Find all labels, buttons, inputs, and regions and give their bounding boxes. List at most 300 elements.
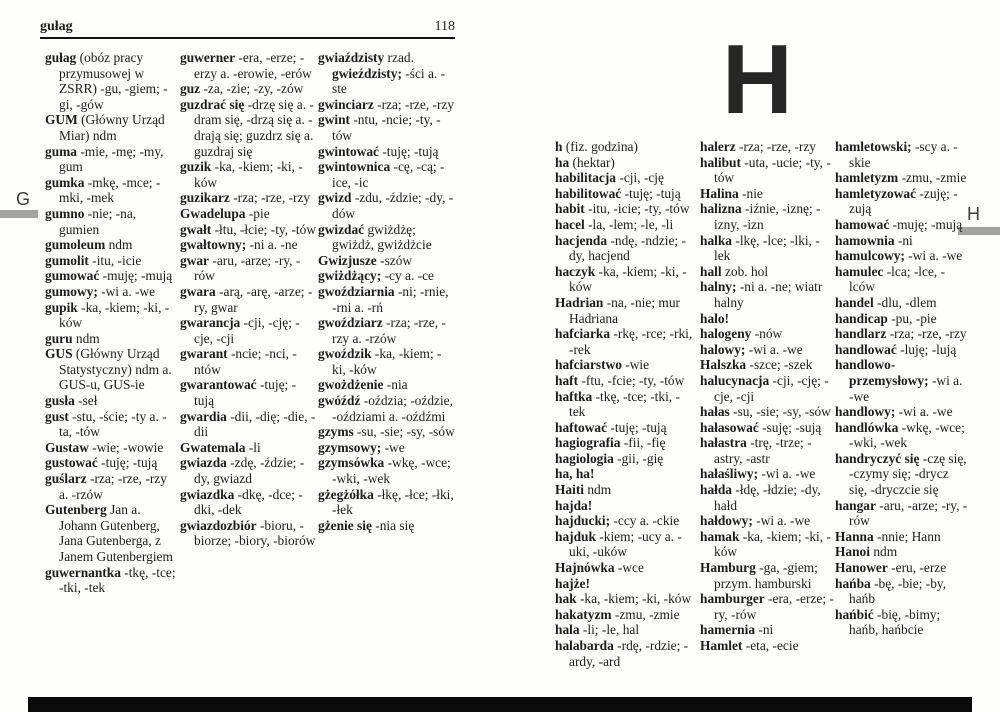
dictionary-entry bbox=[555, 420, 694, 436]
headword: hamulcowy; bbox=[835, 248, 905, 264]
inflection-text: -gii, -gię bbox=[613, 450, 664, 466]
headword: hałdowy; bbox=[700, 513, 753, 529]
headword: guwernantka bbox=[45, 564, 121, 580]
headword: hagiografia bbox=[555, 435, 621, 451]
inflection-text: -zdę, -ździe; -dy, gwiazd bbox=[194, 455, 305, 487]
headword: haftować bbox=[555, 419, 608, 435]
headword: gwoździk bbox=[318, 346, 372, 362]
dictionary-entry bbox=[835, 186, 970, 217]
headword: hangar bbox=[835, 497, 876, 513]
inflection-text: -rdę, -rdzie; -ardy, -ard bbox=[569, 638, 689, 669]
headword: handlować bbox=[835, 341, 897, 357]
inflection-text: ndm bbox=[584, 482, 612, 498]
headword: gumowy; bbox=[45, 283, 98, 299]
inflection-text: -era, -erze; -ry, -rów bbox=[714, 591, 834, 622]
right-page-column-1 bbox=[555, 139, 694, 674]
dictionary-entry bbox=[555, 139, 694, 155]
headword: hajda! bbox=[555, 497, 593, 513]
headword: hamletyzm bbox=[835, 170, 899, 186]
inflection-text: -fii, -fię bbox=[620, 435, 666, 451]
inflection-text: -zmu, -zmie bbox=[898, 170, 967, 186]
dictionary-entry bbox=[180, 315, 316, 346]
headword: gumoleum bbox=[45, 237, 106, 253]
inflection-text: -ndę, -ndzie; -dy, hacjend bbox=[569, 232, 686, 264]
dictionary-entry bbox=[555, 295, 694, 326]
dictionary-entry bbox=[835, 560, 970, 576]
headword: handicap bbox=[835, 310, 888, 326]
dictionary-entry bbox=[45, 253, 177, 269]
dictionary-entry bbox=[835, 264, 970, 295]
dictionary-entry bbox=[555, 389, 694, 420]
headword: haczyk bbox=[555, 263, 596, 279]
headword: hańbić bbox=[835, 606, 874, 622]
inflection-text: -dii, -dię; -die, -dii bbox=[194, 408, 316, 440]
inflection-text: -itu, -icie; -ty, -tów bbox=[584, 201, 690, 217]
dictionary-entry bbox=[700, 591, 834, 622]
headword: guru bbox=[45, 330, 73, 346]
headword: gwiazdozbiór bbox=[180, 517, 257, 533]
inflection-text: -tuję; -tują bbox=[379, 143, 439, 159]
inflection-text: -ści a. -ste bbox=[332, 65, 446, 97]
headword: gwintownica bbox=[318, 159, 391, 175]
headword: Hajnówka bbox=[555, 560, 615, 576]
dictionary-entry bbox=[700, 435, 834, 466]
headword: gumować bbox=[45, 268, 100, 284]
inflection-text: -wi a. -we bbox=[97, 283, 156, 299]
inflection-text: -cji, -cję; -cje, -cji bbox=[194, 315, 300, 346]
inflection-text: -tuję; -tują bbox=[607, 419, 667, 435]
inflection-text: -nów bbox=[751, 326, 783, 342]
dictionary-entry bbox=[180, 97, 316, 159]
dictionary-entry bbox=[555, 435, 694, 451]
inflection-text: -pu, -pie bbox=[887, 310, 937, 326]
headword: Haiti bbox=[555, 482, 585, 498]
dictionary-entry bbox=[835, 544, 970, 560]
headword: Hamburg bbox=[700, 560, 756, 576]
inflection-text: -ni; -rnie, -rni a. -rń bbox=[332, 283, 449, 315]
headword: Gwizjusze bbox=[318, 252, 377, 268]
inflection-text: -tkę, -tce; -tki, -tek bbox=[569, 388, 680, 420]
inflection-text: (hektar) bbox=[569, 154, 615, 170]
dictionary-entry bbox=[45, 206, 177, 237]
dictionary-entry bbox=[555, 513, 694, 529]
dictionary-entry bbox=[180, 159, 316, 190]
inflection-text: -ni a. -ne bbox=[246, 237, 298, 253]
inflection-text: -ni bbox=[894, 232, 913, 248]
inflection-text: -rza; -rze, -rzy bbox=[373, 96, 455, 112]
inflection-text: (Główny Urząd Statystyczny) ndm a. GUS-u, GUS-ie bbox=[59, 346, 172, 393]
dictionary-entry bbox=[180, 518, 316, 549]
headword: handlowy; bbox=[835, 404, 896, 420]
inflection-text: -su, -sie; -sy, -sów bbox=[353, 424, 455, 440]
dictionary-entry bbox=[318, 144, 455, 160]
inflection-text: -wie; -wowie bbox=[88, 439, 164, 455]
headword: hańba bbox=[835, 575, 871, 591]
headword: halny; bbox=[700, 279, 737, 295]
dictionary-entry bbox=[45, 455, 177, 471]
inflection-text: -suję; -sują bbox=[758, 419, 822, 435]
inflection-text: -trę, -trze; -astry, -astr bbox=[714, 435, 812, 466]
inflection-text: -pie bbox=[245, 205, 270, 221]
dictionary-entry bbox=[700, 139, 834, 155]
headword: Halina bbox=[700, 185, 739, 201]
inflection-text: -stu, -ście; -ty a. -ta, -tów bbox=[59, 408, 167, 440]
headword: gżenie się bbox=[318, 517, 372, 533]
headword: halizna bbox=[700, 201, 742, 217]
dictionary-entry bbox=[700, 404, 834, 420]
inflection-text: -wi a. -we bbox=[895, 404, 953, 420]
inflection-text: -aru, -arze; -ry, -rów bbox=[194, 252, 301, 284]
headword: gwizd bbox=[318, 190, 352, 206]
headword: gwałt bbox=[180, 221, 212, 237]
left-page-column-3 bbox=[318, 50, 455, 595]
inflection-text: -wi a. -we bbox=[745, 341, 803, 357]
inflection-text: ndm bbox=[72, 330, 100, 346]
dictionary-entry bbox=[45, 331, 177, 347]
headword: gwintować bbox=[318, 143, 379, 159]
right-page-column-2 bbox=[700, 139, 834, 674]
dictionary-entry bbox=[180, 81, 316, 97]
inflection-text: -szce; -szek bbox=[746, 357, 813, 373]
inflection-text: -rza; -rze, -rzy a. -rzów bbox=[59, 471, 167, 502]
headword: guz bbox=[180, 81, 201, 97]
inflection-text: -itu, -icie bbox=[88, 252, 142, 268]
inflection-text: -ga, -giem; przym. hamburski bbox=[714, 560, 818, 591]
dictionary-entry bbox=[555, 217, 694, 233]
headword: halka bbox=[700, 232, 733, 248]
headword: gwiżdżący; bbox=[318, 268, 382, 284]
dictionary-entry bbox=[835, 420, 970, 451]
headword: hafciarka bbox=[555, 326, 611, 342]
headword: hamburger bbox=[700, 591, 765, 607]
thumb-index-bar-g bbox=[0, 210, 38, 218]
headword: guślarz bbox=[45, 471, 87, 487]
dictionary-entry bbox=[555, 560, 694, 576]
headword: guzdrać się bbox=[180, 96, 245, 112]
inflection-text: -ftu, -fcie; -ty, -tów bbox=[578, 372, 685, 388]
inflection-text: -wi a. -we bbox=[758, 466, 816, 482]
dictionary-entry bbox=[555, 576, 694, 592]
inflection-text: -zuję; -zują bbox=[849, 185, 958, 217]
inflection-text: -ni bbox=[755, 622, 774, 638]
headword: gwiaździsty bbox=[318, 50, 385, 65]
dictionary-entry bbox=[180, 206, 316, 222]
dictionary-entry bbox=[700, 233, 834, 264]
headword: gwara bbox=[180, 283, 216, 299]
dictionary-entry bbox=[318, 50, 455, 97]
inflection-text: -su, -sie; -sy, -sów bbox=[729, 404, 831, 420]
header-rule bbox=[40, 37, 455, 39]
inflection-text: gwiżdżę; gwiżdż, gwiżdżcie bbox=[332, 221, 432, 253]
dictionary-entry bbox=[835, 607, 970, 638]
dictionary-entry bbox=[318, 222, 455, 253]
headword: gwoździarnia bbox=[318, 283, 395, 299]
headword: gwarant bbox=[180, 346, 228, 362]
thumb-index-letter-g: G bbox=[16, 189, 31, 209]
dictionary-entry bbox=[835, 342, 970, 358]
inflection-text: -tuję; -tują bbox=[621, 185, 681, 201]
headword: gwizdać bbox=[318, 221, 365, 237]
dictionary-entry bbox=[700, 513, 834, 529]
dictionary-entry bbox=[555, 607, 694, 623]
headword: Hadrian bbox=[555, 294, 604, 310]
dictionary-entry bbox=[180, 284, 316, 315]
inflection-text: -wi a. -we bbox=[752, 513, 811, 529]
dictionary-entry bbox=[45, 284, 177, 300]
headword: guwerner bbox=[180, 50, 236, 65]
headword: Gutenberg bbox=[45, 502, 107, 518]
dictionary-entry bbox=[180, 253, 316, 284]
inflection-text: -luję; -lują bbox=[896, 341, 957, 357]
dictionary-entry bbox=[700, 529, 834, 560]
inflection-text: -dkę, -dce; -dki, -dek bbox=[194, 486, 303, 518]
headword: Halszka bbox=[700, 357, 747, 373]
inflection-text: -wie bbox=[621, 357, 650, 373]
headword: halibut bbox=[700, 154, 741, 170]
inflection-text: -wce bbox=[614, 560, 644, 576]
headword: hałastra bbox=[700, 435, 747, 451]
dictionary-entry bbox=[835, 451, 970, 498]
dictionary-entry bbox=[700, 342, 834, 358]
headword: hajducki; bbox=[555, 513, 611, 529]
headword: Gustaw bbox=[45, 439, 89, 455]
inflection-text: -cę, -cą; -ice, -ic bbox=[332, 159, 445, 190]
inflection-text: (fiz. godzina) bbox=[562, 139, 638, 154]
inflection-text: (obóz pracy przymusowej w ZSRR) -gu, -giem; -gi, -gów bbox=[59, 50, 168, 112]
inflection-text: -cy a. -ce bbox=[381, 268, 434, 284]
headword: hagiologia bbox=[555, 450, 614, 466]
headword: gwarantować bbox=[180, 377, 257, 393]
inflection-text: -dlu, -dlem bbox=[873, 294, 937, 310]
inflection-text: -nie bbox=[738, 185, 763, 201]
inflection-text: -nia bbox=[383, 377, 408, 393]
inflection-text: -cji, -cję bbox=[616, 170, 664, 186]
dictionary-entry bbox=[555, 466, 694, 482]
dictionary-entry bbox=[555, 482, 694, 498]
headword: halowy; bbox=[700, 341, 746, 357]
inflection-text: -ncie; -nci, -ntów bbox=[194, 346, 297, 377]
headword: gwieździsty; bbox=[332, 65, 402, 81]
inflection-text: -rkę, -rce; -rki, -rek bbox=[569, 326, 693, 357]
headword: gumka bbox=[45, 174, 85, 190]
dictionary-entry bbox=[180, 409, 316, 440]
dictionary-entry bbox=[45, 237, 177, 253]
dictionary-entry bbox=[45, 409, 177, 440]
dictionary-entry bbox=[318, 112, 455, 143]
inflection-text: -wi a. -we bbox=[849, 372, 963, 404]
headword: gwożdżenie bbox=[318, 377, 384, 393]
inflection-text: -li; -le, hal bbox=[579, 622, 640, 638]
dictionary-entry bbox=[180, 50, 316, 81]
headword: hałasować bbox=[700, 419, 759, 435]
headword: Hanna bbox=[835, 528, 874, 544]
dictionary-entry bbox=[45, 112, 177, 143]
dictionary-entry bbox=[835, 326, 970, 342]
headword: gumolit bbox=[45, 252, 89, 268]
inflection-text: -arą, -arę, -arze; -ry, gwar bbox=[194, 283, 313, 315]
inflection-text: -zmu, -zmie bbox=[611, 606, 680, 622]
headword: handlarz bbox=[835, 326, 887, 342]
dictionary-entry bbox=[835, 170, 970, 186]
dictionary-entry bbox=[318, 284, 455, 315]
inflection-text: -muję; -mują bbox=[99, 268, 173, 284]
headword: handryczyć się bbox=[835, 450, 920, 466]
dictionary-entry bbox=[700, 311, 834, 327]
dictionary-entry bbox=[835, 248, 970, 264]
dictionary-entry bbox=[318, 159, 455, 190]
page-bottom-scan-bar bbox=[28, 697, 972, 712]
inflection-text: -kiem; -ucy a. -uki, -uków bbox=[569, 528, 682, 560]
headword: guzik bbox=[180, 159, 212, 175]
dictionary-entry bbox=[555, 155, 694, 171]
dictionary-entry bbox=[318, 377, 455, 393]
headword: gwarancja bbox=[180, 315, 241, 331]
dictionary-entry bbox=[45, 393, 177, 409]
dictionary-entry bbox=[318, 440, 455, 456]
headword: gżegżółka bbox=[318, 486, 374, 502]
dictionary-entry bbox=[45, 144, 177, 175]
headword: hacjenda bbox=[555, 232, 608, 248]
dictionary-entry bbox=[45, 440, 177, 456]
inflection-text: -bię, -bimy; hańb, hańbcie bbox=[849, 606, 941, 638]
inflection-text: -rza; -rze, -rzy bbox=[886, 326, 967, 342]
inflection-text: -ka, -kiem; -ki, -ków bbox=[569, 263, 687, 295]
dictionary-entry bbox=[45, 175, 177, 206]
headword: gzymsówka bbox=[318, 455, 385, 471]
running-header bbox=[40, 19, 455, 35]
dictionary-entry bbox=[700, 560, 834, 591]
headword: hamulec bbox=[835, 263, 884, 279]
inflection-text: -muję; -mują bbox=[889, 216, 963, 232]
dictionary-entry bbox=[700, 201, 834, 232]
headword: gwint bbox=[318, 112, 350, 128]
inflection-text: -zdu, -ździe; -dy, -dów bbox=[332, 190, 454, 221]
inflection-text: -czę się, -czymy się; -drycz się, -dryczcie się bbox=[849, 450, 967, 498]
inflection-text: -cji, -cję; -cje, -cji bbox=[714, 372, 829, 404]
inflection-text: -rza; -rze, -rzy a. -rzów bbox=[332, 315, 446, 346]
inflection-text: -ccy a. -ckie bbox=[610, 513, 680, 529]
page-number: 118 bbox=[434, 19, 455, 34]
inflection-text: -eta, -ecie bbox=[742, 638, 799, 653]
inflection-text: -za, -zie; -zy, -zów bbox=[200, 81, 304, 97]
inflection-text: -na, -nie; mur Hadriana bbox=[569, 294, 680, 326]
dictionary-entry bbox=[318, 253, 455, 269]
headword: hakatyzm bbox=[555, 606, 612, 622]
inflection-text: -łdę, -łdzie; -dy, hałd bbox=[714, 482, 821, 513]
headword: hacel bbox=[555, 216, 585, 232]
dictionary-entry bbox=[835, 498, 970, 529]
inflection-text: -ka, -kiem; -ki, -ków bbox=[576, 591, 692, 607]
headword: hamować bbox=[835, 216, 890, 232]
dictionary-entry bbox=[555, 326, 694, 357]
headword: habilitacja bbox=[555, 170, 617, 186]
inflection-text: -lkę, -lce; -lki, -lek bbox=[714, 232, 820, 264]
dictionary-entry bbox=[835, 295, 970, 311]
inflection-text: -szów bbox=[376, 252, 413, 268]
headword: halucynacja bbox=[700, 372, 770, 388]
dictionary-entry bbox=[180, 190, 316, 206]
dictionary-entry bbox=[555, 201, 694, 217]
dictionary-entry bbox=[180, 440, 316, 456]
headword: Gwatemala bbox=[180, 439, 246, 455]
headword: hajże! bbox=[555, 575, 590, 591]
dictionary-entry bbox=[700, 482, 834, 513]
inflection-text: -tuję; -tują bbox=[194, 377, 297, 409]
right-page-column-3 bbox=[835, 139, 970, 674]
inflection-text: -tuję; -tują bbox=[97, 455, 158, 471]
dictionary-entry bbox=[555, 591, 694, 607]
inflection-text: rzad. bbox=[384, 50, 414, 65]
dictionary-entry bbox=[700, 466, 834, 482]
headword: gułag bbox=[45, 50, 77, 65]
dictionary-entry bbox=[318, 97, 455, 113]
headword: gustować bbox=[45, 455, 98, 471]
inflection-text: -ka, -kiem; -ki, -ków bbox=[332, 346, 442, 377]
inflection-text: -oździa; -oździe, -oździami a. -oźdźmi bbox=[332, 393, 453, 424]
headword: halerz bbox=[700, 139, 736, 154]
headword: gwinciarz bbox=[318, 96, 374, 112]
inflection-text: -lca; -lce, -lców bbox=[849, 263, 946, 295]
dictionary-entry bbox=[45, 268, 177, 284]
inflection-text: -łkę, -łce; -łki, -łek bbox=[332, 486, 454, 518]
headword: handel bbox=[835, 294, 874, 310]
inflection-text: -era, -erze; -erzy a. -erowie, -erów bbox=[194, 50, 312, 81]
inflection-text: -ntu, -ncie; -ty, -tów bbox=[332, 112, 441, 143]
dictionary-entry bbox=[318, 315, 455, 346]
running-headword: gułag bbox=[40, 19, 73, 34]
dictionary-entry bbox=[835, 217, 970, 233]
headword: hałda bbox=[700, 482, 733, 498]
headword: hamletyzować bbox=[835, 185, 917, 201]
headword: haft bbox=[555, 372, 579, 388]
dictionary-entry bbox=[835, 576, 970, 607]
headword: gzymsowy; bbox=[318, 439, 382, 455]
inflection-text: -ka, -kiem; -ki, -ków bbox=[194, 159, 303, 190]
inflection-text: -li bbox=[245, 439, 261, 455]
dictionary-entry bbox=[318, 190, 455, 221]
headword: guma bbox=[45, 143, 77, 159]
dictionary-entry bbox=[318, 393, 455, 424]
dictionary-entry bbox=[318, 346, 455, 377]
dictionary-entry bbox=[835, 357, 970, 404]
headword: habilitować bbox=[555, 185, 622, 201]
headword: hall bbox=[700, 263, 722, 279]
headword: hajduk bbox=[555, 528, 596, 544]
dictionary-entry bbox=[835, 529, 970, 545]
headword: handlówka bbox=[835, 419, 899, 435]
headword: hałas bbox=[700, 404, 730, 420]
headword: hafciarstwo bbox=[555, 357, 622, 373]
dictionary-entry bbox=[555, 498, 694, 514]
inflection-text: -bioru, -biorze; -biory, -biorów bbox=[194, 517, 316, 549]
headword: Hamlet bbox=[700, 638, 743, 653]
headword: hamernia bbox=[700, 622, 756, 638]
inflection-text: -wkę, -wce; -wki, -wek bbox=[332, 455, 451, 487]
headword: handlowo-przemysłowy; bbox=[835, 357, 929, 388]
dictionary-entry bbox=[700, 638, 834, 654]
dictionary-entry bbox=[318, 424, 455, 440]
dictionary-entry bbox=[700, 357, 834, 373]
headword: halo! bbox=[700, 310, 730, 326]
dictionary-entry bbox=[45, 346, 177, 393]
inflection-text: -mkę, -mce; -mki, -mek bbox=[59, 174, 161, 206]
dictionary-entry bbox=[180, 222, 316, 238]
dictionary-entry bbox=[555, 170, 694, 186]
headword: gzyms bbox=[318, 424, 354, 440]
dictionary-entry bbox=[555, 264, 694, 295]
headword: gwoździarz bbox=[318, 315, 383, 331]
headword: gwóźdź bbox=[318, 393, 361, 409]
